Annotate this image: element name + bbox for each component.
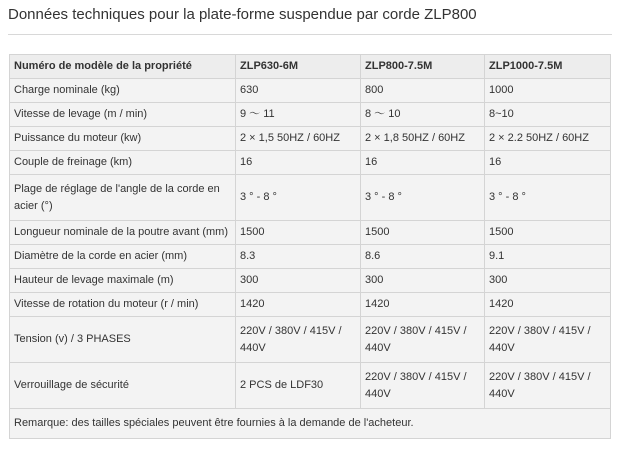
table-cell: 630 bbox=[236, 79, 361, 103]
table-cell: 3 ° - 8 ° bbox=[361, 175, 485, 221]
table-cell: 2 × 2.2 50HZ / 60HZ bbox=[485, 127, 611, 151]
header-model-zlp800: ZLP800-7.5M bbox=[361, 55, 485, 79]
title-divider bbox=[8, 34, 612, 35]
table-cell: 1500 bbox=[361, 221, 485, 245]
table-row bbox=[10, 79, 611, 103]
table-cell: 1420 bbox=[236, 293, 361, 317]
table-cell: 300 bbox=[361, 269, 485, 293]
table-cell: 8.6 bbox=[361, 245, 485, 269]
table-cell: 16 bbox=[236, 151, 361, 175]
table-row bbox=[10, 293, 611, 317]
row-label: Verrouillage de sécurité bbox=[10, 363, 236, 409]
table-cell: 800 bbox=[361, 79, 485, 103]
row-label: Couple de freinage (km) bbox=[10, 151, 236, 175]
table-row bbox=[10, 151, 611, 175]
table-cell: 1000 bbox=[485, 79, 611, 103]
table-cell: 220V / 380V / 415V / 440V bbox=[485, 317, 611, 363]
table-row bbox=[10, 221, 611, 245]
table-cell: 220V / 380V / 415V / 440V bbox=[361, 363, 485, 409]
table-cell: 9 ～ 11 bbox=[236, 103, 361, 127]
row-label: Puissance du moteur (kw) bbox=[10, 127, 236, 151]
table-cell: 300 bbox=[485, 269, 611, 293]
table-cell: 2 × 1,8 50HZ / 60HZ bbox=[361, 127, 485, 151]
remark-text: Remarque: des tailles spéciales peuvent être fournies à la demande de l'acheteur. bbox=[10, 409, 611, 439]
table-cell: 3 ° - 8 ° bbox=[236, 175, 361, 221]
table-cell: 220V / 380V / 415V / 440V bbox=[485, 363, 611, 409]
spec-table bbox=[9, 54, 611, 439]
row-label: Vitesse de levage (m / min) bbox=[10, 103, 236, 127]
table-cell: 2 PCS de LDF30 bbox=[236, 363, 361, 409]
table-cell: 9.1 bbox=[485, 245, 611, 269]
table-cell: 2 × 1,5 50HZ / 60HZ bbox=[236, 127, 361, 151]
header-model-zlp1000: ZLP1000-7.5M bbox=[485, 55, 611, 79]
table-cell: 300 bbox=[236, 269, 361, 293]
row-label: Longueur nominale de la poutre avant (mm) bbox=[10, 221, 236, 245]
table-cell: 1500 bbox=[485, 221, 611, 245]
table-cell: 16 bbox=[361, 151, 485, 175]
table-cell: 3 ° - 8 ° bbox=[485, 175, 611, 221]
header-property: Numéro de modèle de la propriété bbox=[10, 55, 236, 79]
table-row bbox=[10, 127, 611, 151]
table-row bbox=[10, 363, 611, 409]
table-cell: 8 ～ 10 bbox=[361, 103, 485, 127]
remark-row bbox=[10, 409, 611, 439]
header-model-zlp630: ZLP630-6M bbox=[236, 55, 361, 79]
row-label: Charge nominale (kg) bbox=[10, 79, 236, 103]
table-cell: 220V / 380V / 415V / 440V bbox=[361, 317, 485, 363]
table-cell: 8.3 bbox=[236, 245, 361, 269]
table-row bbox=[10, 245, 611, 269]
row-label: Tension (v) / 3 PHASES bbox=[10, 317, 236, 363]
table-cell: 1420 bbox=[361, 293, 485, 317]
table-cell: 220V / 380V / 415V / 440V bbox=[236, 317, 361, 363]
table-row bbox=[10, 269, 611, 293]
row-label: Plage de réglage de l'angle de la corde en acier (°) bbox=[10, 175, 236, 221]
row-label: Diamètre de la corde en acier (mm) bbox=[10, 245, 236, 269]
table-header-row bbox=[10, 55, 611, 79]
table-row bbox=[10, 103, 611, 127]
page-title: Données techniques pour la plate-forme suspendue par corde ZLP800 bbox=[8, 6, 477, 23]
row-label: Vitesse de rotation du moteur (r / min) bbox=[10, 293, 236, 317]
table-row bbox=[10, 317, 611, 363]
table-cell: 1500 bbox=[236, 221, 361, 245]
table-cell: 8~10 bbox=[485, 103, 611, 127]
table-row bbox=[10, 175, 611, 221]
table-cell: 1420 bbox=[485, 293, 611, 317]
table-cell: 16 bbox=[485, 151, 611, 175]
row-label: Hauteur de levage maximale (m) bbox=[10, 269, 236, 293]
